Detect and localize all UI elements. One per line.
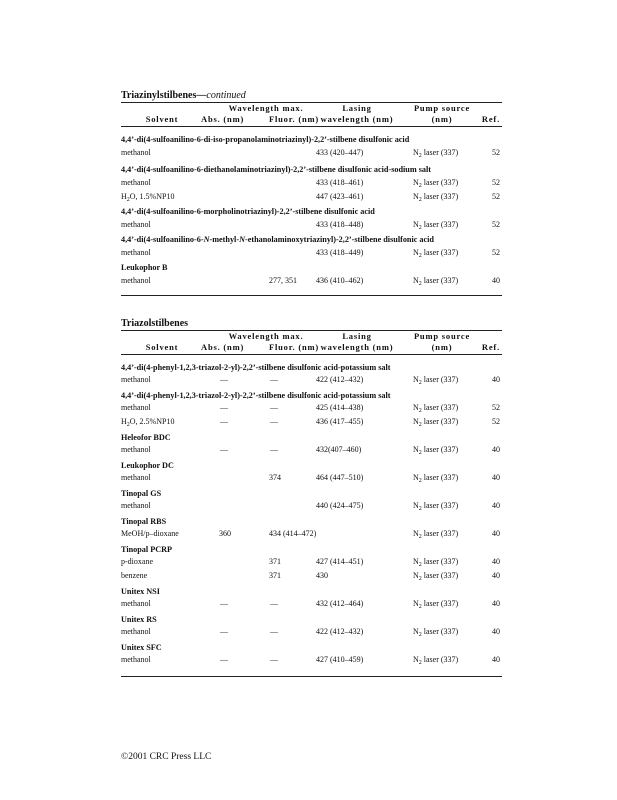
table-row: [121, 473, 502, 485]
cell-solvent: methanol: [121, 501, 151, 510]
table-row: [121, 417, 502, 429]
cell-solvent: methanol: [121, 403, 151, 412]
cell-fluor: —: [270, 375, 278, 384]
cell-lasing: 432 (412–464): [316, 599, 364, 608]
cell-ref: 52: [492, 403, 500, 412]
rule-bottom: [121, 295, 502, 296]
header-fluor: Fluor. (nm): [269, 114, 320, 124]
cell-ref: 52: [492, 178, 500, 187]
cell-solvent: methanol: [121, 655, 151, 664]
cell-pump: $N_2$ laser (337): [413, 417, 459, 428]
cell-solvent: methanol: [121, 473, 151, 482]
cell-fluor: 371: [269, 557, 281, 566]
cell-lasing: 433 (418–461): [316, 178, 364, 187]
cell-ref: 40: [492, 557, 500, 566]
cell-pump: $N_2$ laser (337): [413, 501, 459, 512]
cell-fluor: 277, 351: [269, 276, 297, 285]
compound-name: Unitex RS: [121, 615, 157, 624]
cell-abs: 360: [219, 529, 231, 538]
header-abs: Abs. (nm): [201, 342, 245, 352]
cell-lasing: 433 (418–448): [316, 220, 364, 229]
cell-lasing: 430: [316, 571, 328, 580]
cell-lasing: 422 (412–432): [316, 627, 364, 636]
header-lasing: Lasing: [342, 103, 372, 113]
compound-name: Unitex SFC: [121, 643, 162, 652]
cell-solvent: methanol: [121, 276, 151, 285]
header-ref: Ref.: [481, 114, 500, 124]
cell-fluor: —: [270, 599, 278, 608]
header-lasing: Lasing: [342, 331, 372, 341]
cell-abs: —: [220, 375, 228, 384]
header-abs: Abs. (nm): [201, 114, 245, 124]
compound-name: 4,4’-di(4-sulfoanilino-6-di-iso-propanolaminotriazinyl)-2,2’-stilbene disulfonic acid: [121, 135, 410, 144]
cell-lasing: 447 (423–461): [316, 192, 364, 201]
header-pump-source: Pump source: [413, 331, 471, 341]
cell-lasing: 422 (412–432): [316, 375, 364, 384]
cell-fluor: 434 (414–472): [269, 529, 317, 538]
header-wavelength-max: Wavelength max.: [228, 331, 304, 341]
copyright-footer: ©2001 CRC Press LLC: [121, 752, 212, 762]
cell-lasing: 440 (424–475): [316, 501, 364, 510]
table-row: [121, 557, 502, 569]
table-triazinylstilbenes: [121, 90, 502, 300]
cell-abs: —: [220, 403, 228, 412]
cell-lasing: 432(407–460): [316, 445, 362, 454]
header-ref: Ref.: [481, 342, 500, 352]
cell-solvent: methanol: [121, 599, 151, 608]
cell-lasing: 464 (447–510): [316, 473, 364, 482]
cell-fluor: 374: [269, 473, 281, 482]
cell-solvent: methanol: [121, 220, 151, 229]
cell-pump: $N_2$ laser (337): [413, 148, 459, 159]
cell-pump: $N_2$ laser (337): [413, 276, 459, 287]
cell-abs: —: [220, 599, 228, 608]
table-row: [121, 220, 502, 232]
compound-name: Unitex NSI: [121, 587, 160, 596]
cell-ref: 40: [492, 529, 500, 538]
cell-pump: $N_2$ laser (337): [413, 473, 459, 484]
cell-pump: $N_2$ laser (337): [413, 445, 459, 456]
cell-fluor: —: [270, 627, 278, 636]
cell-pump: $N_2$ laser (337): [413, 248, 459, 259]
table-row: [121, 248, 502, 260]
section-title: Triazinylstilbenes—continued: [121, 90, 246, 101]
cell-solvent: methanol: [121, 627, 151, 636]
table-row: [121, 148, 502, 160]
table-row: [121, 655, 502, 667]
cell-lasing: 427 (414–451): [316, 557, 364, 566]
cell-fluor: —: [270, 417, 278, 426]
compound-name: 4,4’-di(4-sulfoanilino-6-N-methyl-N-ethanolaminoxytriazinyl)-2,2’-stilbene disulfonic acid: [121, 235, 434, 244]
cell-fluor: —: [270, 655, 278, 664]
cell-pump: $N_2$ laser (337): [413, 375, 459, 386]
cell-solvent: methanol: [121, 148, 151, 157]
header-pump-unit: (nm): [431, 342, 453, 352]
cell-lasing: 433 (420–447): [316, 148, 364, 157]
table-row: [121, 178, 502, 190]
header-pump-unit: (nm): [431, 114, 453, 124]
table-row: [121, 403, 502, 415]
cell-solvent: $H_2O$, 2.5%NP10: [121, 417, 175, 428]
cell-ref: 40: [492, 655, 500, 664]
header-solvent: Solvent: [145, 342, 179, 352]
section-title-suffix: continued: [206, 90, 246, 101]
cell-fluor: —: [270, 445, 278, 454]
header-lasing-wavelength: wavelength (nm): [320, 114, 394, 124]
header-pump-source: Pump source: [413, 103, 471, 113]
cell-fluor: —: [270, 403, 278, 412]
cell-solvent: methanol: [121, 178, 151, 187]
cell-ref: 52: [492, 417, 500, 426]
cell-lasing: 433 (418–449): [316, 248, 364, 257]
cell-solvent: $H_2O$, 1.5%NP10: [121, 192, 175, 203]
table-row: [121, 529, 502, 541]
compound-name: 4,4’-di(4-sulfoanilino-6-morpholinotriazinyl)-2,2’-stilbene disulfonic acid: [121, 207, 375, 216]
cell-pump: $N_2$ laser (337): [413, 403, 459, 414]
cell-lasing: 425 (414–438): [316, 403, 364, 412]
cell-solvent: methanol: [121, 445, 151, 454]
cell-solvent: MeOH/p–dioxane: [121, 529, 179, 538]
cell-pump: $N_2$ laser (337): [413, 192, 459, 203]
table-row: [121, 571, 502, 583]
header-fluor: Fluor. (nm): [269, 342, 320, 352]
cell-ref: 40: [492, 445, 500, 454]
cell-pump: $N_2$ laser (337): [413, 655, 459, 666]
cell-pump: $N_2$ laser (337): [413, 557, 459, 568]
compound-name: 4,4’-di(4-phenyl-1,2,3-triazol-2-yl)-2,2’-stilbene disulfonic acid-potassium salt: [121, 363, 391, 372]
cell-lasing: 436 (417–455): [316, 417, 364, 426]
cell-ref: 40: [492, 571, 500, 580]
cell-solvent: methanol: [121, 375, 151, 384]
cell-ref: 40: [492, 627, 500, 636]
table-row: [121, 501, 502, 513]
cell-ref: 40: [492, 501, 500, 510]
cell-ref: 52: [492, 192, 500, 201]
compound-name: Tinopal RBS: [121, 517, 167, 526]
cell-pump: $N_2$ laser (337): [413, 571, 459, 582]
table-triazolstilbenes: [121, 318, 502, 683]
cell-fluor: 371: [269, 571, 281, 580]
table-row: [121, 627, 502, 639]
cell-lasing: 436 (410–462): [316, 276, 364, 285]
compound-name: 4,4’-di(4-phenyl-1,2,3-triazol-2-yl)-2,2’-stilbene disulfonic acid-potassium salt: [121, 391, 391, 400]
table-row: [121, 276, 502, 288]
header-lasing-wavelength: wavelength (nm): [320, 342, 394, 352]
cell-lasing: 427 (410–459): [316, 655, 364, 664]
cell-pump: $N_2$ laser (337): [413, 627, 459, 638]
cell-ref: 52: [492, 148, 500, 157]
cell-pump: $N_2$ laser (337): [413, 220, 459, 231]
cell-pump: $N_2$ laser (337): [413, 529, 459, 540]
header-solvent: Solvent: [145, 114, 179, 124]
cell-solvent: benzene: [121, 571, 148, 580]
compound-name: Tinopal GS: [121, 489, 162, 498]
cell-abs: —: [220, 417, 228, 426]
rule-header: [121, 354, 502, 355]
cell-solvent: p-dioxane: [121, 557, 153, 566]
compound-name: Leukophor B: [121, 263, 168, 272]
compound-name: Leukophor DC: [121, 461, 174, 470]
compound-name: Heleofor BDC: [121, 433, 171, 442]
cell-pump: $N_2$ laser (337): [413, 599, 459, 610]
cell-solvent: methanol: [121, 248, 151, 257]
cell-abs: —: [220, 445, 228, 454]
table-row: [121, 445, 502, 457]
cell-ref: 40: [492, 473, 500, 482]
section-title: Triazolstilbenes: [121, 318, 189, 329]
cell-abs: —: [220, 627, 228, 636]
cell-ref: 40: [492, 276, 500, 285]
cell-ref: 52: [492, 248, 500, 257]
header-wavelength-max: Wavelength max.: [228, 103, 304, 113]
cell-pump: $N_2$ laser (337): [413, 178, 459, 189]
cell-ref: 40: [492, 375, 500, 384]
compound-name: Tinopal PCRP: [121, 545, 173, 554]
table-row: [121, 192, 502, 204]
compound-name: 4,4’-di(4-sulfoanilino-6-diethanolaminotriazinyl)-2,2’-stilbene disulfonic acid-sodium salt: [121, 165, 432, 174]
rule-header: [121, 126, 502, 127]
cell-ref: 40: [492, 599, 500, 608]
cell-abs: —: [220, 655, 228, 664]
cell-ref: 52: [492, 220, 500, 229]
rule-bottom: [121, 676, 502, 677]
table-row: [121, 599, 502, 611]
table-row: [121, 375, 502, 387]
